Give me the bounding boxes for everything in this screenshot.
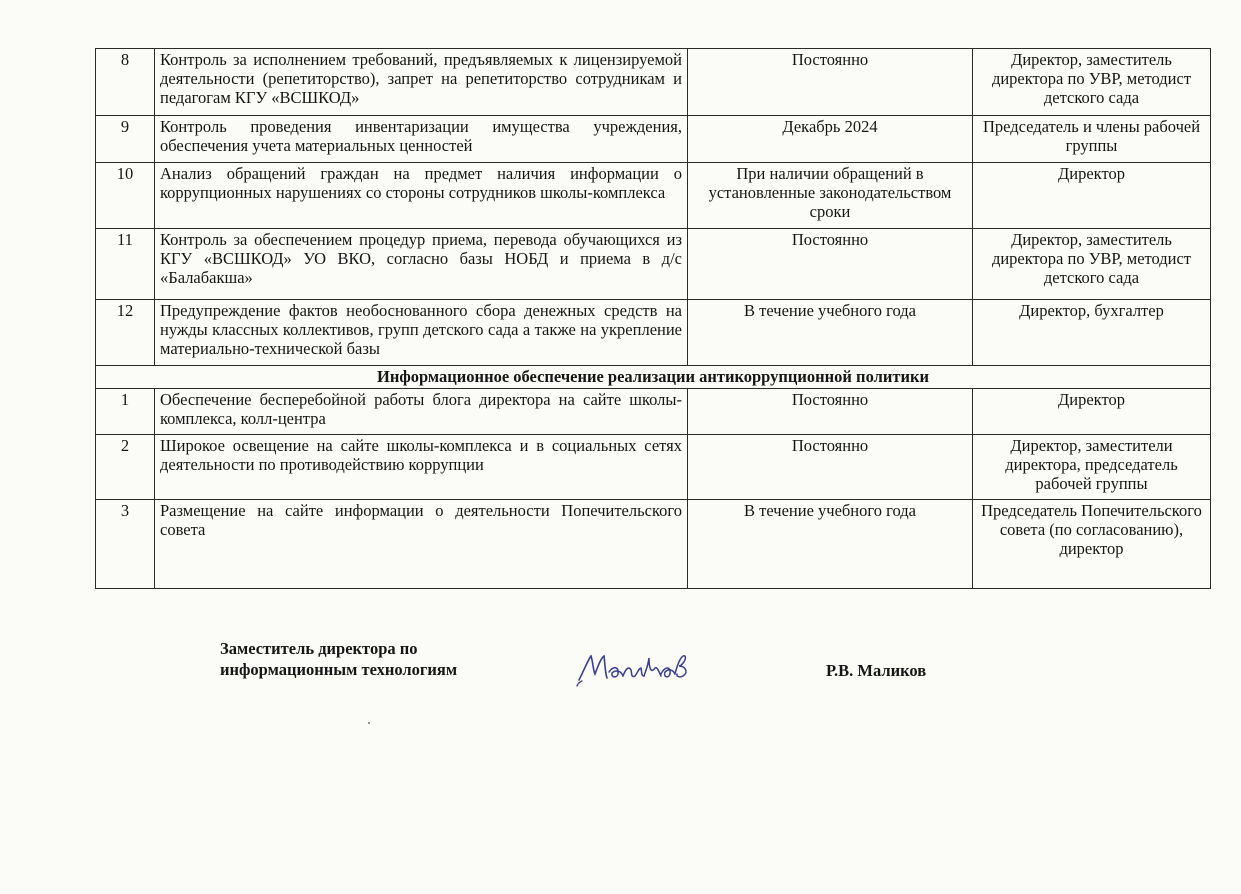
- table-row: [96, 229, 1211, 300]
- table-row: [96, 116, 1211, 163]
- row-number: 12: [96, 300, 155, 366]
- table-row: [96, 300, 1211, 366]
- deadline: Постоянно: [688, 229, 973, 300]
- deadline: Постоянно: [688, 49, 973, 116]
- row-number: 11: [96, 229, 155, 300]
- responsible: Директор, заместитель директора по УВР, методист детского сада: [973, 49, 1211, 116]
- row-number: 8: [96, 49, 155, 116]
- row-number: 1: [96, 389, 155, 435]
- responsible: Директор: [973, 163, 1211, 229]
- measure-description: Широкое освещение на сайте школы-комплекса и в социальных сетях деятельности по противодействию коррупции: [155, 435, 688, 500]
- measure-description: Анализ обращений граждан на предмет наличия информации о коррупционных нарушениях со стороны сотрудников школы-комплекса: [155, 163, 688, 229]
- deadline: Декабрь 2024: [688, 116, 973, 163]
- responsible: Директор, заместители директора, председатель рабочей группы: [973, 435, 1211, 500]
- measure-description: Размещение на сайте информации о деятельности Попечительского совета: [155, 500, 688, 589]
- deadline: В течение учебного года: [688, 500, 973, 589]
- section-title: Информационное обеспечение реализации антикоррупционной политики: [96, 366, 1211, 389]
- measure-description: Контроль проведения инвентаризации имущества учреждения, обеспечения учета материальных ценностей: [155, 116, 688, 163]
- table-row: [96, 49, 1211, 116]
- table-row: [96, 500, 1211, 589]
- measure-description: Обеспечение бесперебойной работы блога директора на сайте школы-комплекса, колл-центра: [155, 389, 688, 435]
- table-row: [96, 435, 1211, 500]
- responsible: Директор, заместитель директора по УВР, методист детского сада: [973, 229, 1211, 300]
- deadline: При наличии обращений в установленные законодательством сроки: [688, 163, 973, 229]
- table-row: [96, 163, 1211, 229]
- measure-description: Предупреждение фактов необоснованного сбора денежных средств на нужды классных коллективов, групп детского сада а также на укрепление материально-технической базы: [155, 300, 688, 366]
- anticorruption-plan-table: [95, 48, 1211, 589]
- measure-description: Контроль за обеспечением процедур приема, перевода обучающихся из КГУ «ВСШКОД» УО ВКО, согласно базы НОБД и приема в д/с «Балабакша»: [155, 229, 688, 300]
- deadline: Постоянно: [688, 389, 973, 435]
- responsible: Председатель Попечительского совета (по согласованию), директор: [973, 500, 1211, 589]
- responsible: Директор, бухгалтер: [973, 300, 1211, 366]
- responsible: Председатель и члены рабочей группы: [973, 116, 1211, 163]
- handwritten-signature: [575, 648, 705, 690]
- position-line-1: Заместитель директора по: [220, 639, 418, 658]
- table-row: [96, 389, 1211, 435]
- measure-description: Контроль за исполнением требований, предъявляемых к лицензируемой деятельности (репетиторство), запрет на репетиторство сотрудникам и педагогам КГУ «ВСШКОД»: [155, 49, 688, 116]
- position-line-2: информационным технологиям: [220, 660, 458, 679]
- row-number: 3: [96, 500, 155, 589]
- signatory-position: [220, 638, 457, 680]
- signer-name: Р.В. Маликов: [826, 661, 927, 680]
- row-number: 2: [96, 435, 155, 500]
- row-number: 10: [96, 163, 155, 229]
- section-heading-row: [96, 366, 1211, 389]
- deadline: Постоянно: [688, 435, 973, 500]
- responsible: Директор: [973, 389, 1211, 435]
- scan-dot: [368, 722, 370, 724]
- deadline: В течение учебного года: [688, 300, 973, 366]
- row-number: 9: [96, 116, 155, 163]
